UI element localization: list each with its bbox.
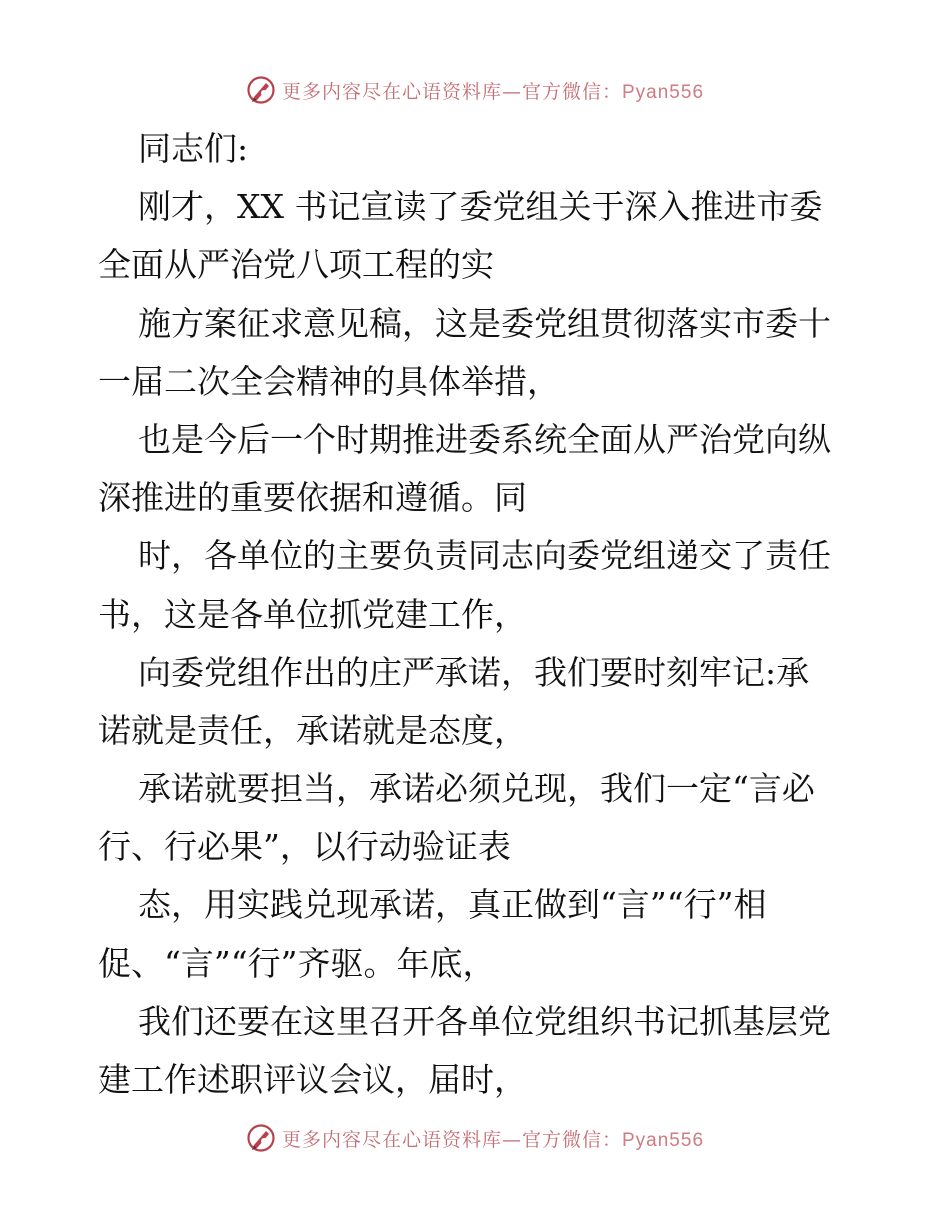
text-line: 我们还要在这里召开各单位党组织书记抓基层党 — [138, 1001, 831, 1041]
text-line: 建工作述职评议会议，届时， — [98, 1060, 527, 1099]
document-body — [98, 120, 858, 1109]
text-line: 态，用实践兑现承诺，真正做到“言”“行”相 — [138, 885, 767, 925]
pen-logo-icon — [246, 75, 276, 105]
footer-watermark — [0, 1118, 950, 1158]
text-line: 也是今后一个时期推进委系统全面从严治党向纵 — [138, 419, 831, 459]
text-line: 促、“言”“行”齐驱。年底， — [98, 943, 496, 983]
text-line: 诺就是责任，承诺就是态度， — [98, 710, 527, 750]
text-line: 刚才，XX 书记宣读了委党组关于深入推进市委 — [138, 187, 823, 227]
text-line: 同志们: — [138, 129, 249, 168]
text-line: 承诺就要担当，承诺必须兑现，我们一定“言必 — [138, 769, 815, 809]
text-line: 向委党组作出的庄严承诺，我们要时刻牢记:承 — [138, 652, 810, 692]
text-line: 一届二次全会精神的具体举措， — [98, 361, 560, 401]
text-line: 书，这是各单位抓党建工作， — [98, 594, 527, 634]
text-line: 时，各单位的主要负责同志向委党组递交了责任 — [138, 536, 831, 576]
watermark-text: 更多内容尽在心语资料库—官方微信：Pyan556 — [281, 80, 705, 103]
text-line: 全面从严治党八项工程的实 — [98, 245, 494, 285]
text-line: 深推进的重要依据和遵循。同 — [98, 478, 527, 518]
pen-logo-icon — [246, 1123, 276, 1153]
text-line: 施方案征求意见稿，这是委党组贯彻落实市委十 — [138, 303, 831, 343]
watermark-text: 更多内容尽在心语资料库—官方微信：Pyan556 — [281, 1128, 705, 1151]
header-watermark — [0, 70, 950, 110]
text-line: 行、行必果”，以行动验证表 — [98, 827, 511, 867]
